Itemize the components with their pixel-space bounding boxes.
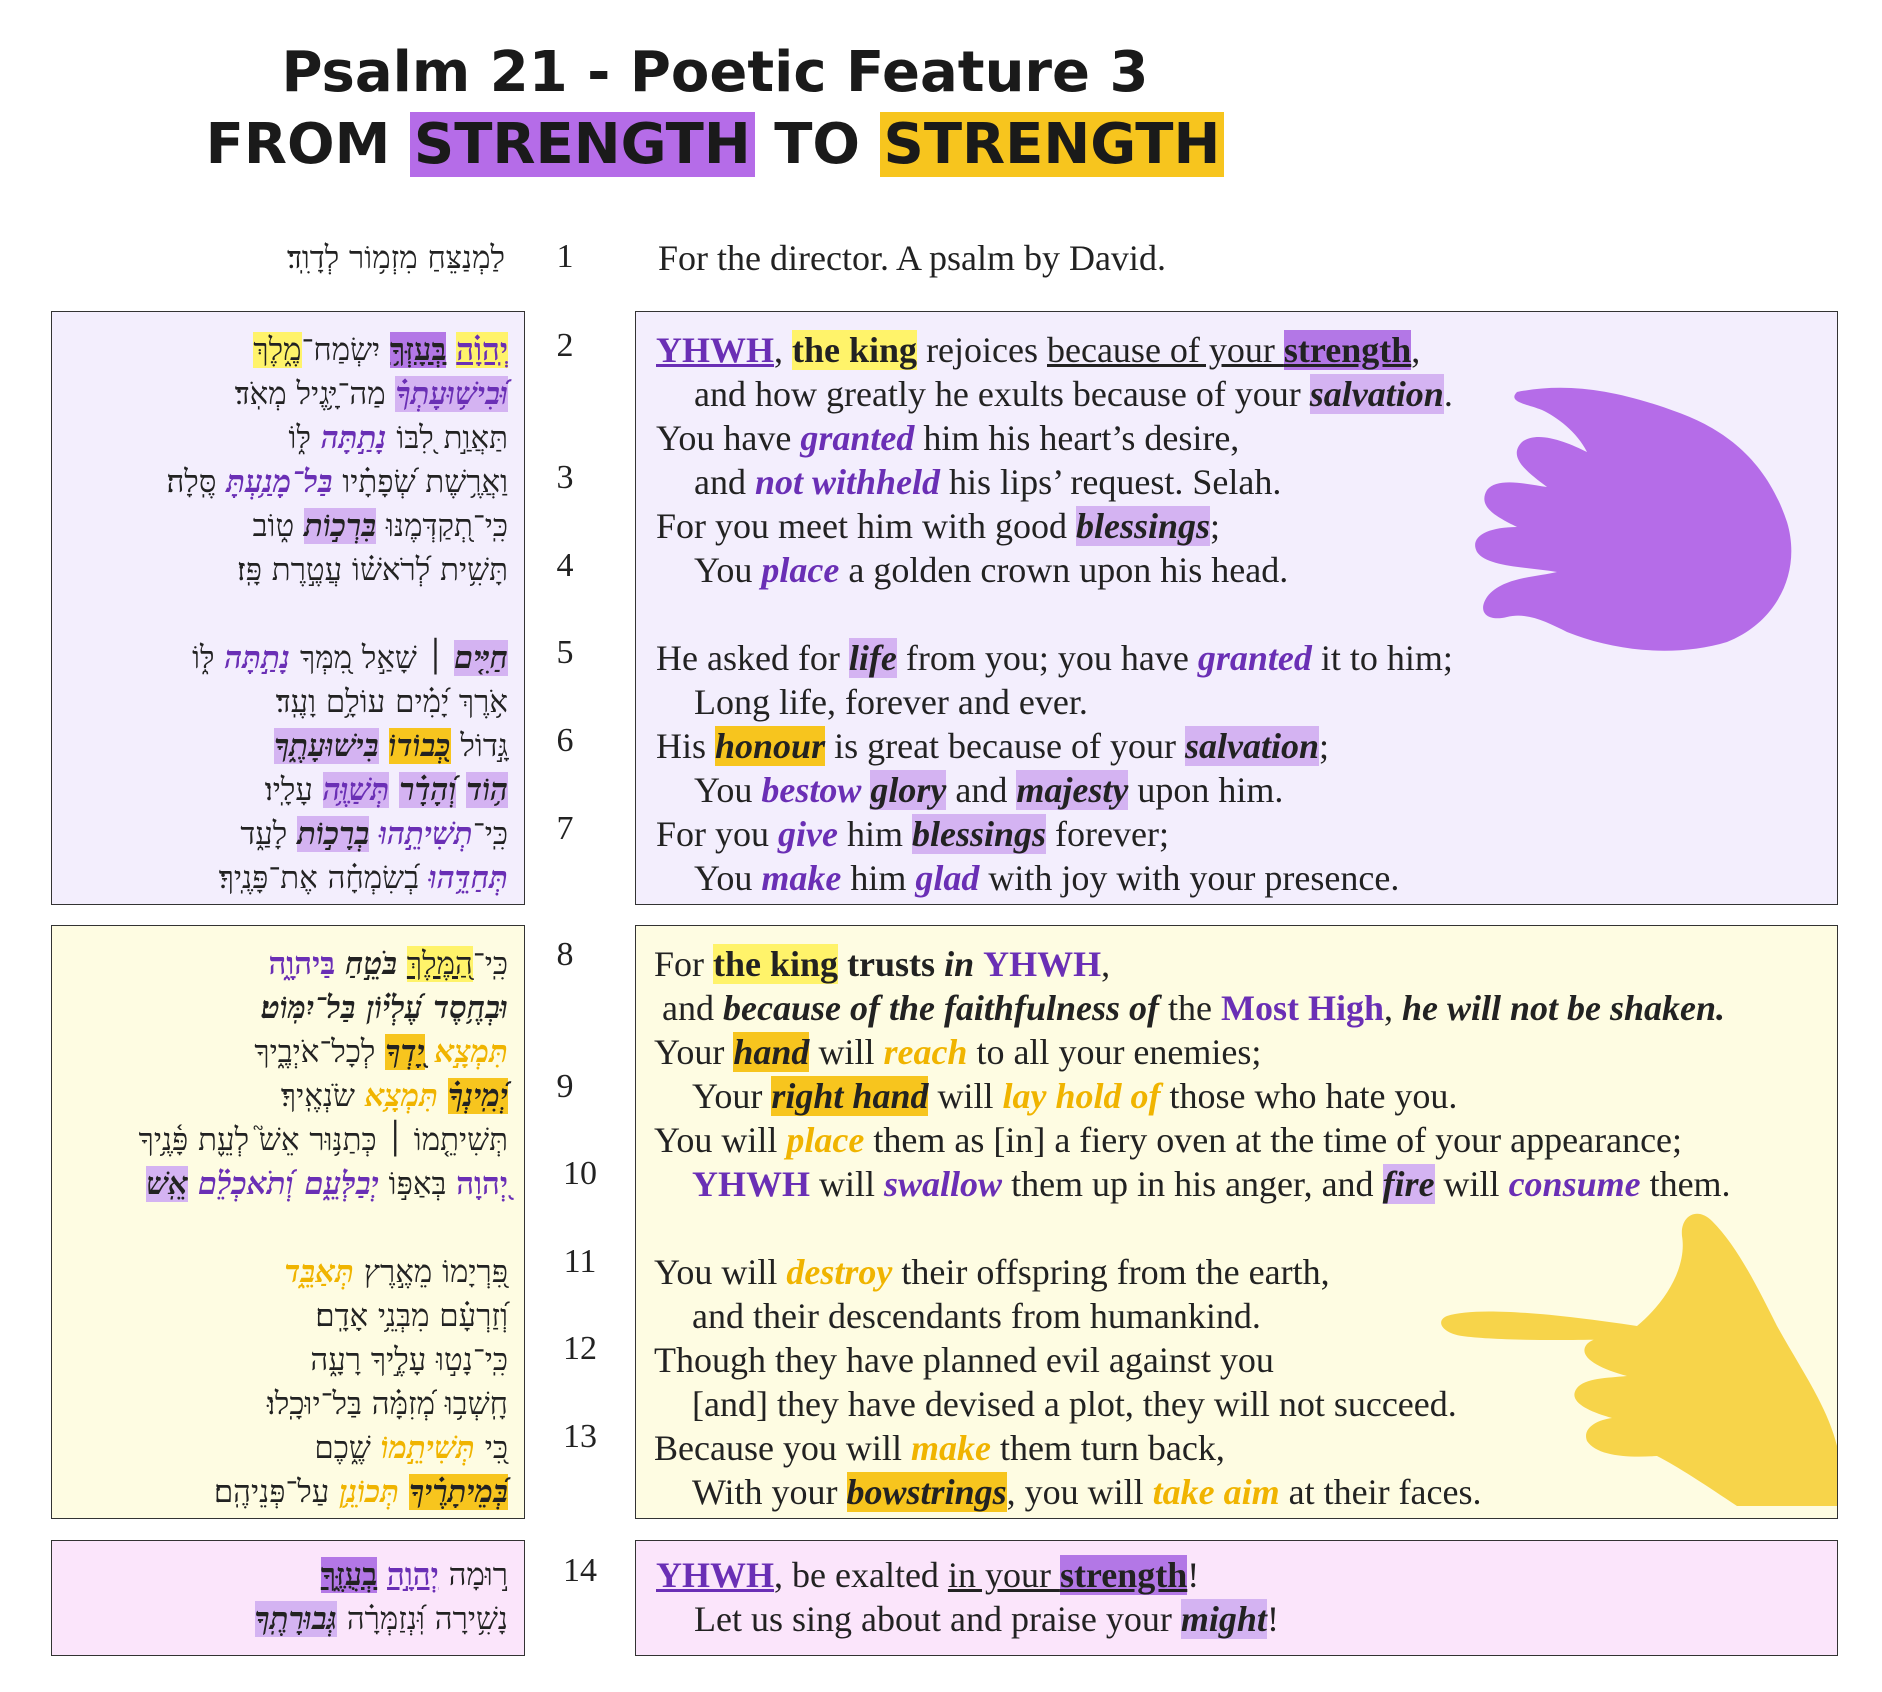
english-line <box>656 724 1816 768</box>
english-line <box>656 416 1816 460</box>
heb-word: תְּשִׁיתֵ֣מוֹ <box>380 1430 475 1466</box>
eng-text: from you; you have <box>896 638 1198 678</box>
hebrew-line <box>68 856 508 900</box>
hebrew-line <box>68 1074 508 1118</box>
heb-text: בְּאַפּ֣וֹ <box>378 1166 457 1202</box>
heb-word: תִּמְצָ֥א <box>364 1078 439 1114</box>
eng-word: right hand <box>771 1076 929 1116</box>
english-line <box>654 1250 1824 1294</box>
eng-word: blessings <box>912 814 1047 854</box>
heb-word: תִּמְצָ֣א <box>434 1034 508 1070</box>
eng-text: [and] they have devised a plot, they will not succeed. <box>692 1384 1457 1424</box>
subtitle-from: FROM <box>205 112 391 177</box>
eng-word: life <box>848 638 897 678</box>
heb-word: תְשִׁיתֵ֣הוּ <box>379 816 473 852</box>
english-line <box>654 1382 1824 1426</box>
verse-number: 6 <box>556 722 574 759</box>
hebrew-line <box>68 680 508 724</box>
section2-hebrew-panel <box>51 925 525 1519</box>
eng-text: Let us sing about and praise your <box>694 1599 1181 1639</box>
eng-text: will <box>810 1164 885 1204</box>
heb-word: תְּחַדֵּ֥הוּ <box>428 860 508 896</box>
hebrew-line <box>68 1030 508 1074</box>
eng-text: a golden crown upon his head. <box>839 550 1289 590</box>
verse-number: 14 <box>563 1552 597 1589</box>
heb-text: אֹ֥רֶךְ יָ֝מִ֗ים עוֹלָ֥ם וָעֶֽד׃ <box>275 684 508 720</box>
english-line <box>656 1553 1816 1597</box>
verse-number: 9 <box>556 1068 574 1105</box>
heb-text: יִשְׂמַח־ <box>301 332 391 368</box>
eng-text: ; <box>1318 726 1329 766</box>
heb-text: לּ֑וֹ <box>288 420 321 456</box>
english-line <box>656 856 1816 900</box>
eng-word: bowstrings <box>846 1472 1007 1512</box>
heb-word: הַ֭מֶּלֶךְ <box>406 946 473 982</box>
eng-text: because of your <box>1047 330 1284 370</box>
heb-word: חַיִּ֤ים <box>454 640 508 676</box>
eng-word: honour <box>715 726 826 766</box>
eng-text: him <box>837 814 912 854</box>
english-line <box>654 1426 1824 1470</box>
eng-word: swallow <box>884 1164 1003 1204</box>
eng-text: will <box>928 1076 1003 1116</box>
page-subtitle <box>0 112 1430 177</box>
heb-word: בִּרְכ֣וֹת <box>304 508 377 544</box>
eng-text: For you <box>656 814 779 854</box>
eng-text: You <box>694 770 762 810</box>
english-line <box>656 636 1816 680</box>
heb-word: מֶ֑לֶךְ <box>253 332 302 368</box>
eng-word: make <box>761 858 842 898</box>
eng-text: and how greatly he exults because of your <box>694 374 1310 414</box>
heb-word: אֵֽשׁ <box>146 1166 188 1202</box>
eng-text: . <box>1443 374 1453 414</box>
eng-text: You <box>694 858 762 898</box>
eng-word: give <box>778 814 838 854</box>
eng-word: consume <box>1508 1164 1641 1204</box>
hebrew-line <box>68 1597 508 1641</box>
eng-text: the <box>1158 988 1221 1028</box>
hebrew-line <box>68 1162 508 1206</box>
heb-text <box>446 332 456 368</box>
english-line <box>654 1162 1824 1206</box>
eng-word: granted <box>1197 638 1312 678</box>
english-line <box>654 986 1824 1030</box>
heb-text: כִּ֭י <box>474 1430 508 1466</box>
eng-text: You will <box>654 1252 787 1292</box>
eng-text: them. <box>1640 1164 1731 1204</box>
subtitle-strength-yellow: STRENGTH <box>880 112 1225 177</box>
eng-text: trusts <box>838 944 945 984</box>
hebrew-line <box>68 1553 508 1597</box>
heb-text: ׀ שָׁאַ֣ל מִ֭מְּךָ <box>290 640 455 676</box>
section3-hebrew-panel <box>51 1540 525 1656</box>
eng-word: granted <box>800 418 915 458</box>
heb-word: בְרָכ֣וֹת <box>297 816 370 852</box>
eng-text: rejoices <box>917 330 1047 370</box>
eng-text: , <box>1383 988 1402 1028</box>
english-line <box>654 1294 1824 1338</box>
heb-word: יְהוָ֣ה <box>387 1557 439 1593</box>
eng-text: is great because of your <box>825 726 1185 766</box>
verse-number: 8 <box>556 936 574 973</box>
hebrew-line <box>68 812 508 856</box>
verse-number: 2 <box>556 327 574 364</box>
eng-word: the king <box>713 944 839 984</box>
heb-text <box>425 1034 435 1070</box>
eng-text: Though they have planned evil against you <box>654 1340 1274 1380</box>
verse-number: 10 <box>563 1155 597 1192</box>
eng-word: majesty <box>1016 770 1129 810</box>
heb-text: מַה־יָּ֥גֶיל מְאֹֽד׃ <box>234 376 396 412</box>
heb-word: בְּ֝מֵיתָרֶ֗יךָ <box>409 1474 508 1510</box>
hebrew-line <box>68 1426 508 1470</box>
english-line <box>656 372 1816 416</box>
heb-text <box>389 772 399 808</box>
eng-text: will <box>809 1032 884 1072</box>
english-line <box>656 548 1816 592</box>
verse-number: 1 <box>556 238 574 275</box>
eng-word: place <box>761 550 840 590</box>
eng-word: YHWH <box>656 330 775 370</box>
verse-1-hebrew <box>60 236 505 280</box>
verse-number: 12 <box>563 1330 597 1367</box>
heb-text: כִּֽי־ <box>472 816 508 852</box>
heb-text: לּ֑וֹ <box>192 640 225 676</box>
heb-text: נָשִׁ֥ירָה וּֽ֝נְזַמְּרָ֗ה <box>336 1601 508 1637</box>
eng-text: because of the faithfulness of <box>722 988 1159 1028</box>
heb-text: תַּאֲוַ֣ת לִ֭בּוֹ <box>386 420 508 456</box>
eng-word: might <box>1180 1599 1267 1639</box>
eng-text: For you meet him with good <box>656 506 1076 546</box>
eng-text: his lips’ request. Selah. <box>940 462 1282 502</box>
eng-text: , you will <box>1006 1472 1153 1512</box>
eng-text: upon him. <box>1128 770 1284 810</box>
eng-text: with joy with your presence. <box>979 858 1400 898</box>
eng-text: Your <box>654 1032 734 1072</box>
section2-english-panel <box>635 925 1838 1519</box>
heb-text: וּבְחֶ֥סֶד עֶ֝לְי֗וֹן בַּל־יִמּֽוֹט׃ <box>261 990 508 1026</box>
eng-word: the king <box>792 330 918 370</box>
heb-text: כִּֽי־ <box>472 946 508 982</box>
heb-text: שֹׂנְאֶֽיךָ׃ <box>280 1078 365 1114</box>
eng-text: them turn back, <box>990 1428 1225 1468</box>
heb-text: תָּשִׁ֥ית לְ֝רֹאשׁ֗וֹ עֲטֶ֣רֶת פָּֽז׃ <box>237 552 508 588</box>
english-line <box>654 1118 1824 1162</box>
eng-word: blessings <box>1075 506 1211 546</box>
english-line <box>654 942 1824 986</box>
english-line <box>654 1074 1824 1118</box>
eng-text: those who hate you. <box>1160 1076 1458 1116</box>
eng-word: YHWH <box>692 1164 811 1204</box>
heb-word: נָתַ֣תָּה <box>320 420 387 456</box>
heb-word: יְֽהוָ֗ה <box>456 332 508 368</box>
heb-word: יָ֭דְךָ <box>385 1034 425 1070</box>
eng-text: , be exalted <box>774 1555 948 1595</box>
verse-number: 13 <box>563 1418 597 1455</box>
heb-word: בְּעָזְּךָ֥ <box>390 332 447 368</box>
eng-text: You will <box>654 1120 787 1160</box>
hebrew-line <box>68 1382 508 1426</box>
subtitle-strength-purple: STRENGTH <box>410 112 755 177</box>
eng-text: their offspring from the earth, <box>892 1252 1330 1292</box>
heb-word: נָתַ֣תָּה <box>224 640 291 676</box>
eng-text: will <box>1434 1164 1509 1204</box>
eng-text: Because you will <box>654 1428 911 1468</box>
heb-word: בַּל־מָנַ֥עְתָּ <box>226 464 333 500</box>
hebrew-line <box>68 942 508 986</box>
heb-text: עָלָֽיו׃ <box>264 772 323 808</box>
english-line <box>656 460 1816 504</box>
eng-text: at their faces. <box>1279 1472 1482 1512</box>
heb-text <box>399 1474 409 1510</box>
section1-english-panel <box>635 311 1838 905</box>
eng-word: place <box>786 1120 865 1160</box>
verse-number: 11 <box>563 1243 597 1280</box>
eng-text: in <box>944 944 975 984</box>
eng-word: bestow <box>761 770 862 810</box>
heb-text: שֶׁ֑כֶם <box>314 1430 381 1466</box>
eng-word: glad <box>915 858 980 898</box>
verse-number: 3 <box>556 459 574 496</box>
eng-text: His <box>656 726 716 766</box>
heb-word: בֹּטֵ֣חַ <box>345 946 398 982</box>
eng-word: destroy <box>786 1252 893 1292</box>
eng-text: to all your enemies; <box>967 1032 1262 1072</box>
heb-text <box>377 1557 387 1593</box>
english-line <box>656 504 1816 548</box>
heb-text: כִּֽי־נָט֣וּ עָלֶ֣יךָ רָעָ֑ה <box>310 1342 508 1378</box>
subtitle-to: TO <box>774 112 861 177</box>
eng-word: strength <box>1283 330 1412 370</box>
eng-text: You <box>694 550 762 590</box>
hebrew-line <box>68 548 508 592</box>
hebrew-line <box>68 724 508 768</box>
eng-text: ! <box>1266 1599 1279 1639</box>
verse-number: 5 <box>556 634 574 671</box>
heb-word: תְּשַׁוֶּ֥ה <box>322 772 390 808</box>
hebrew-line <box>68 1294 508 1338</box>
page-title: Psalm 21 - Poetic Feature 3 <box>281 40 1149 105</box>
eng-text: For <box>654 944 714 984</box>
heb-word: וּ֝בִישׁ֥וּעָתְךָ֗ <box>395 376 508 412</box>
eng-text: he will not be shaken. <box>1401 988 1726 1028</box>
heb-text <box>456 772 466 808</box>
eng-text: him his heart’s desire, <box>914 418 1240 458</box>
eng-text: , <box>774 330 793 370</box>
english-line <box>656 1597 1816 1641</box>
hebrew-line <box>68 416 508 460</box>
heb-text: וְ֝זַרְעָ֗ם מִבְּנֵ֥י אָדָֽם׃ <box>315 1298 508 1334</box>
heb-text <box>397 946 407 982</box>
eng-text: With your <box>692 1472 847 1512</box>
eng-word: reach <box>883 1032 968 1072</box>
heb-text: ר֣וּמָה <box>438 1557 508 1593</box>
eng-word: fire <box>1382 1164 1435 1204</box>
eng-word: salvation <box>1184 726 1319 766</box>
hebrew-line <box>68 636 508 680</box>
heb-text: עַל־פְּנֵיהֶֽם׃ <box>213 1474 340 1510</box>
english-line <box>656 768 1816 812</box>
eng-word: lay hold of <box>1002 1076 1161 1116</box>
hebrew-line: לַמְנַצֵּחַ מִזְמ֥וֹר לְדָוִֽד׃ <box>286 240 505 276</box>
section3-english-panel <box>635 1540 1838 1656</box>
eng-word: strength <box>1059 1555 1188 1595</box>
eng-word: hand <box>733 1032 810 1072</box>
hebrew-line <box>68 504 508 548</box>
verse-1-english <box>658 236 1166 280</box>
heb-text: לְכָל־אֹיְבֶ֑יךָ <box>254 1034 386 1070</box>
eng-text: forever; <box>1046 814 1169 854</box>
english-line <box>654 1338 1824 1382</box>
hebrew-line <box>68 460 508 504</box>
eng-word: YHWH <box>983 944 1102 984</box>
eng-word: YHWH <box>656 1555 775 1595</box>
heb-text <box>438 1078 448 1114</box>
english-line: For the director. A psalm by David. <box>658 238 1166 278</box>
eng-word: take aim <box>1152 1472 1280 1512</box>
hebrew-line <box>68 1118 508 1162</box>
hebrew-line <box>68 768 508 812</box>
heb-word: ה֥וֹד <box>466 772 508 808</box>
heb-word: יְבַלְּעֵ֑ם וְ֝תֹאכְלֵ֗ם <box>197 1166 379 1202</box>
heb-word: בִּישׁוּעָתֶ֑ךָ <box>274 728 379 764</box>
verse-number: 4 <box>556 547 574 584</box>
heb-word: גְּבוּרָתֶֽךָ <box>254 1601 337 1637</box>
heb-text: וַאֲרֶ֥שֶׁת שְׂ֝פָתָ֗יו <box>332 464 508 500</box>
eng-text: ! <box>1187 1555 1200 1595</box>
heb-text: בְ֝שִׂמְחָ֗ה אֶת־פָּנֶֽיךָ׃ <box>218 860 429 896</box>
heb-text <box>335 946 345 982</box>
english-line <box>654 1030 1824 1074</box>
eng-word: make <box>910 1428 991 1468</box>
eng-text: and <box>946 770 1017 810</box>
heb-text <box>188 1166 198 1202</box>
heb-word: תְּאַבֵּ֑ד <box>284 1254 355 1290</box>
heb-text <box>379 728 389 764</box>
eng-text: them as [in] a fiery oven at the time of your appearance; <box>864 1120 1683 1160</box>
heb-word: תְּכוֹנֵ֥ן <box>339 1474 400 1510</box>
heb-word: כְּ֭בוֹדוֹ <box>388 728 451 764</box>
eng-text: and their descendants from humankind. <box>692 1296 1261 1336</box>
hebrew-line <box>68 328 508 372</box>
english-line <box>656 328 1816 372</box>
eng-text: Long life, forever and ever. <box>694 682 1088 722</box>
heb-text <box>369 816 379 852</box>
heb-text: פִּ֭רְיָמוֹ מֵאֶ֣רֶץ <box>354 1254 508 1290</box>
eng-word: salvation <box>1309 374 1444 414</box>
verse-number: 7 <box>556 810 574 847</box>
eng-text: and <box>694 462 755 502</box>
hebrew-line <box>68 1338 508 1382</box>
eng-word: glory <box>870 770 947 810</box>
heb-text: לָעַ֑ד <box>240 816 298 852</box>
heb-text: ט֑וֹב <box>252 508 305 544</box>
eng-word: not withheld <box>754 462 941 502</box>
heb-text: כִּֽי־תְ֭קַדְּמֶנּוּ <box>376 508 508 544</box>
eng-text: He asked for <box>656 638 849 678</box>
hebrew-line <box>68 1250 508 1294</box>
english-line <box>656 680 1816 724</box>
heb-word: בַּיהוָ֑ה <box>268 946 336 982</box>
heb-word: וְ֝הָדָ֗ר <box>399 772 457 808</box>
eng-text: him <box>841 858 916 898</box>
heb-text: גָּ֣דוֹל <box>450 728 508 764</box>
heb-text: סֶּֽלָה׃ <box>166 464 227 500</box>
eng-text: it to him; <box>1311 638 1453 678</box>
eng-text: Your <box>692 1076 772 1116</box>
english-line <box>656 812 1816 856</box>
eng-text: them up in his anger, and <box>1002 1164 1383 1204</box>
eng-text <box>974 944 983 984</box>
eng-text: , <box>1411 330 1421 370</box>
heb-text: תְּשִׁיתֵ֤מוֹ ׀ כְּתַנּ֥וּר אֵשׁ֮ לְעֵ֪ת פָּ֫נֶ֥יךָ <box>138 1122 508 1158</box>
eng-text: in your <box>947 1555 1060 1595</box>
heb-text: חָֽשְׁב֥וּ מְ֝זִמָּ֗ה בַּל־יוּכָֽלוּ׃ <box>266 1386 508 1422</box>
english-line <box>654 1470 1824 1514</box>
eng-text: , <box>1101 944 1111 984</box>
heb-word: יְ֝מִֽינְךָ֗ <box>448 1078 508 1114</box>
hebrew-line <box>68 986 508 1030</box>
hebrew-line <box>68 372 508 416</box>
eng-word: Most High <box>1220 988 1384 1028</box>
eng-text: You have <box>656 418 801 458</box>
hebrew-line <box>68 1470 508 1514</box>
eng-text: and <box>662 988 723 1028</box>
eng-text: ; <box>1210 506 1221 546</box>
heb-word: בְעֻזֶּ֑ךָ <box>320 1557 378 1593</box>
heb-word: יְ֭הוָה <box>456 1166 508 1202</box>
section1-hebrew-panel <box>51 311 525 905</box>
